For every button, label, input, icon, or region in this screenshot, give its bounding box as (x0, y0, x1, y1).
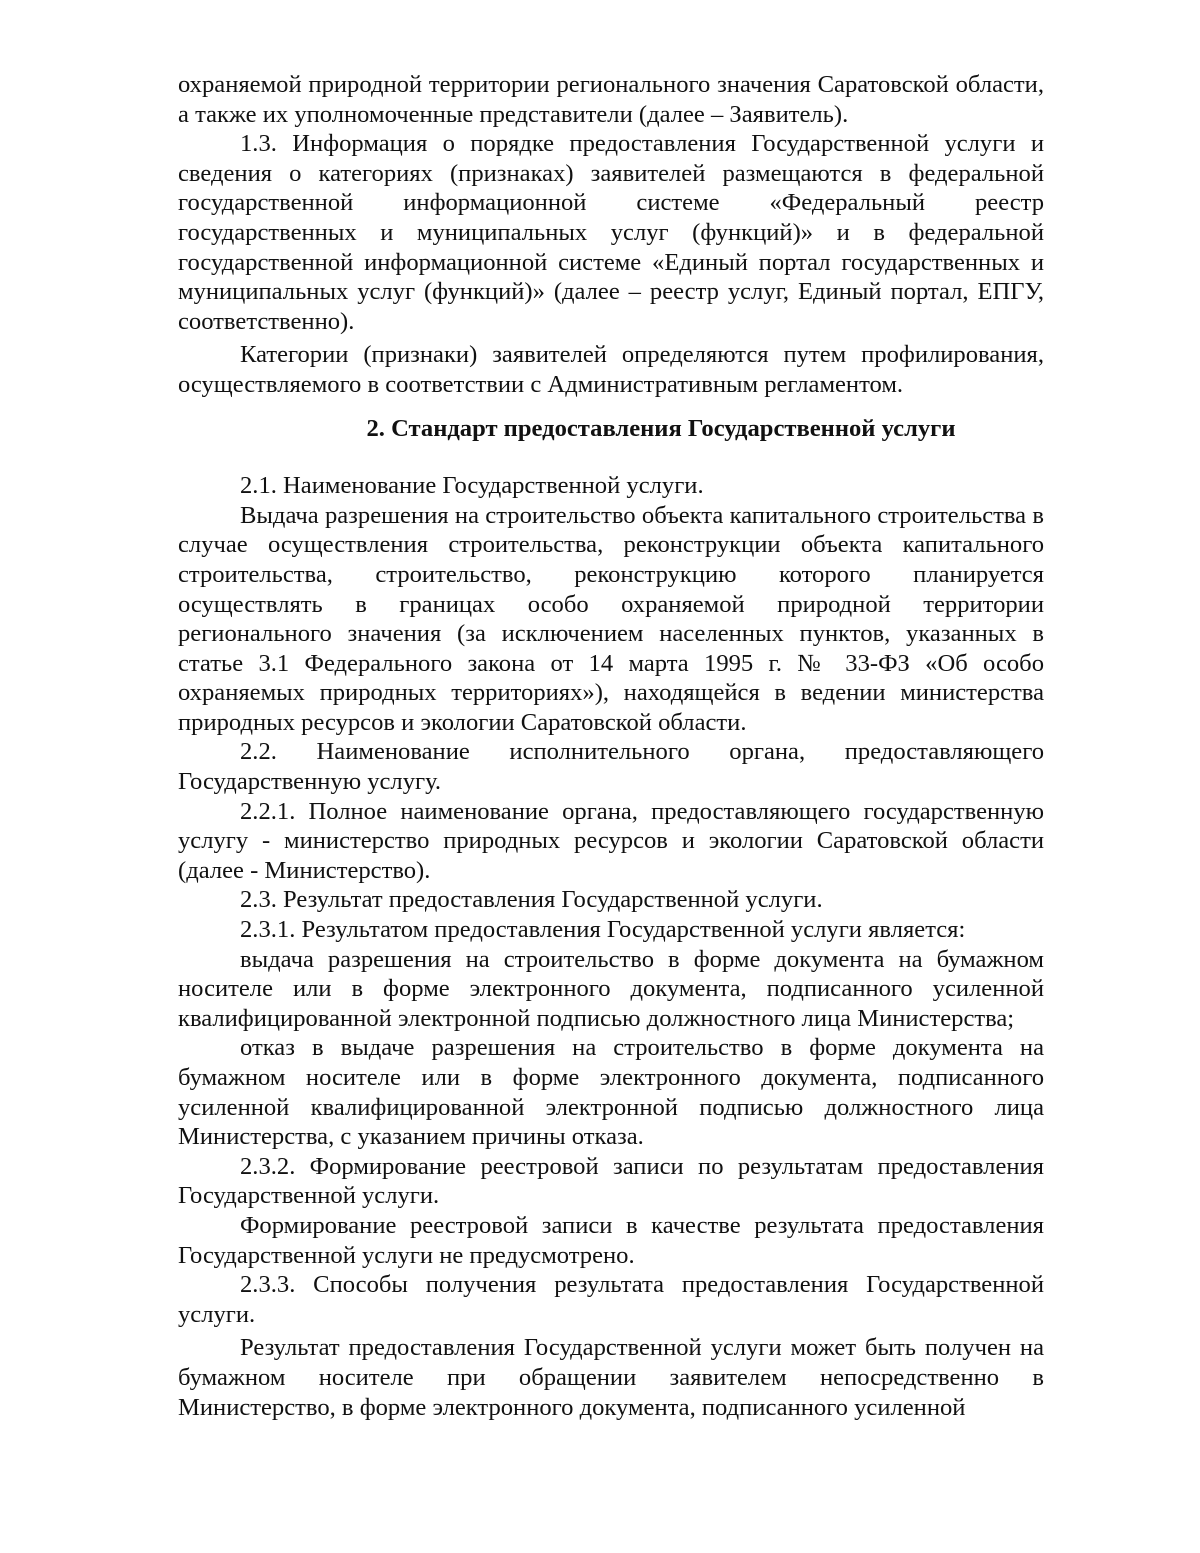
section-heading-2: 2. Стандарт предоставления Государственной услуги (366, 414, 956, 442)
paragraph-2-3: 2.3. Результат предоставления Государственной услуги. (240, 886, 823, 914)
paragraph-2-1: 2.1. Наименование Государственной услуги. (240, 472, 704, 500)
paragraph-applicant-categories: Категории (признаки) заявителей определяются путем профилирования, осуществляемого в соответствии с Административным регламентом. (178, 341, 1044, 398)
document-page (178, 70, 1044, 1422)
paragraph-2-2: 2.2. Наименование исполнительного органа, предоставляющего Государственную услугу. (178, 738, 1044, 796)
paragraph-refusal: отказ в выдаче разрешения на строительство в форме документа на бумажном носителе или в форме электронного документа, подписанного усиленной квалифицированной электронной подписью должностного лица Министерства, с указанием причины отказа. (178, 1034, 1044, 1151)
paragraph-2-2-1: 2.2.1. Полное наименование органа, предоставляющего государственную услугу - министерство природных ресурсов и экологии Саратовской области (далее - Министерство). (178, 797, 1044, 884)
paragraph-2-3-3: 2.3.3. Способы получения результата предоставления Государственной услуги. (178, 1271, 1044, 1328)
paragraph-1-3: 1.3. Информация о порядке предоставления Государственной услуги и сведения о категориях (признаках) заявителей размещаются в федеральной государственной информационной системе «Федеральный реестр государственных и муниципальных услуг (функций)» и в федеральной государственной информационной системе «Единый портал государственных и муниципальных услуг (функций)» (далее – реестр услуг, Единый портал, ЕПГУ, соответственно). (178, 130, 1044, 335)
paragraph-2-3-1: 2.3.1. Результатом предоставления Государственной услуги является: (240, 916, 966, 944)
paragraph-service-name: Выдача разрешения на строительство объекта капитального строительства в случае осуществления строительства, реконструкции объекта капитального строительства, строительство, реконструкцию которого планируется осуществлять в границах особо охраняемой природной территории регионального значения (за исключением населенных пунктов, указанных в статье 3.1 Федерального закона от 14 марта 1995 г. № 33-ФЗ «Об особо охраняемых природных территориях»), находящейся в ведении министерства природных ресурсов и экологии Саратовской области. (178, 501, 1044, 736)
paragraph-applicant-continued: охраняемой природной территории регионального значения Саратовской области, а также их уполномоченные представители (далее – Заявитель). (178, 71, 1044, 128)
paragraph-issuance: выдача разрешения на строительство в форме документа на бумажном носителе или в форме электронного документа, подписанного усиленной квалифицированной электронной подписью должностного лица Министерства; (178, 945, 1044, 1032)
paragraph-registry-record: Формирование реестровой записи в качестве результата предоставления Государственной услуги не предусмотрено. (178, 1211, 1044, 1269)
paragraph-2-3-2: 2.3.2. Формирование реестровой записи по результатам предоставления Государственной услуги. (178, 1152, 1044, 1210)
paragraph-result-receipt: Результат предоставления Государственной услуги может быть получен на бумажном носителе при обращении заявителем непосредственно в Министерство, в форме электронного документа, подписанного усиленной (178, 1334, 1044, 1421)
